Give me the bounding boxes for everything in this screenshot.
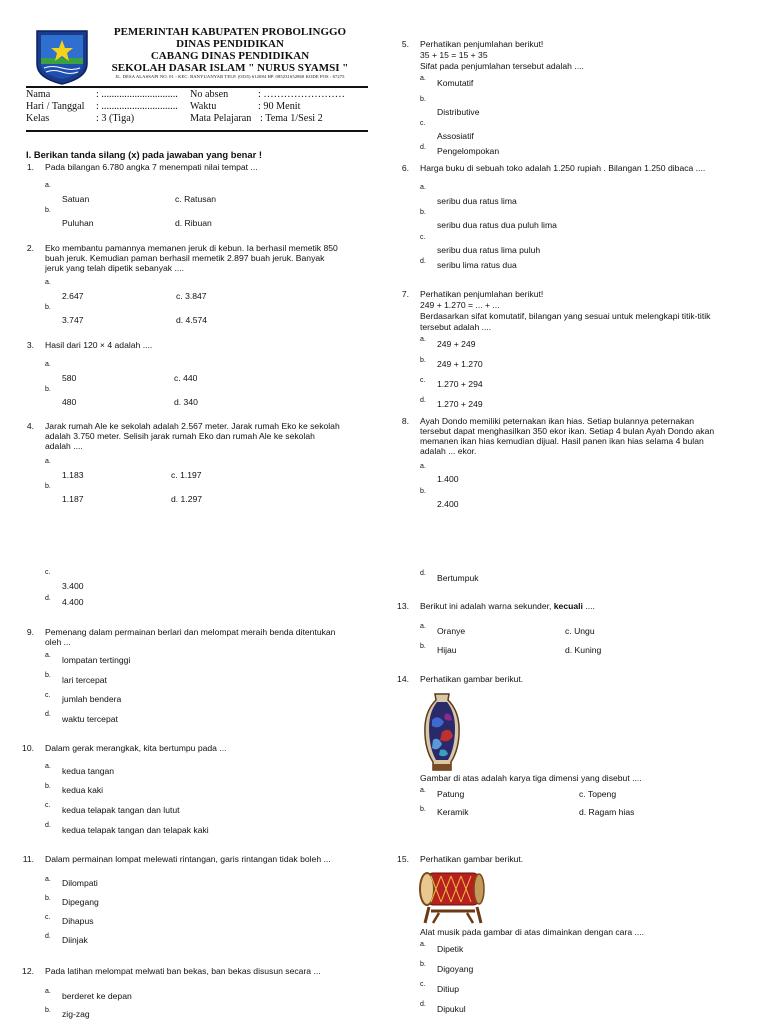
option-c[interactable]: c. 440 xyxy=(174,373,198,383)
question-text-line-1: Pemenang dalam permainan berlari dan melompat meraih benda ditentukan xyxy=(45,627,336,637)
kelas-value: : 3 (Tiga) xyxy=(96,113,135,124)
question-text xyxy=(420,601,595,611)
option-b-letter: b. xyxy=(45,895,51,902)
option-a-letter: a. xyxy=(420,75,426,82)
option-d[interactable]: d. Ragam hias xyxy=(579,807,635,817)
option-b[interactable]: 2.400 xyxy=(437,499,459,509)
header-line-1: PEMERINTAH KABUPATEN PROBOLINGGO xyxy=(113,26,347,38)
option-b[interactable]: Keramik xyxy=(437,807,469,817)
option-a-letter: a. xyxy=(420,463,426,470)
option-d-letter: d. xyxy=(45,933,51,940)
question-13 xyxy=(395,601,755,661)
option-d-letter: d. xyxy=(420,397,426,404)
option-c[interactable]: c. 1.197 xyxy=(171,470,202,480)
question-text-line-3: jeruk yang telah dipetik sebanyak .... xyxy=(45,263,185,273)
question-text-line-2: 249 + 1.270 = ... + ... xyxy=(420,300,500,310)
question-text-line-2: tersebut dapat menghasilkan 350 ekor ikan. Setiap 4 bulan Ayah Dondo akan xyxy=(420,426,715,436)
option-d[interactable]: waktu tercepat xyxy=(62,714,118,724)
question-text-line-1: Perhatikan penjumlahan berikut! xyxy=(420,39,544,49)
section-heading: I. Berikan tanda silang (x) pada jawaban yang benar ! xyxy=(26,149,263,160)
absen-value: : …………………… xyxy=(258,89,345,100)
option-b[interactable]: Dipegang xyxy=(62,897,99,907)
question-11 xyxy=(20,854,370,949)
option-d[interactable]: seribu lima ratus dua xyxy=(437,260,517,270)
option-b[interactable]: lari tercepat xyxy=(62,675,107,685)
option-c[interactable]: jumlah bendera xyxy=(62,694,122,704)
question-text-bold: kecuali xyxy=(553,601,583,611)
option-c-letter: c. xyxy=(420,981,426,988)
question-number: 2. xyxy=(26,243,34,253)
question-number: 3. xyxy=(26,340,34,350)
question-text-line-1: Eko membantu pamannya memanen jeruk di kebun. Ia berhasil memetik 850 xyxy=(45,243,338,253)
header-line-2: DINAS PENDIDIKAN xyxy=(176,38,284,50)
option-c[interactable]: Assosiatif xyxy=(437,131,474,141)
question-8 xyxy=(395,416,755,516)
option-a-letter: a. xyxy=(420,941,426,948)
question-number: 15. xyxy=(397,854,409,864)
info-divider xyxy=(26,130,368,132)
info-block xyxy=(26,89,371,129)
vase-image xyxy=(418,692,466,772)
option-c-letter: c. xyxy=(420,120,426,127)
question-number: 13. xyxy=(397,601,409,611)
option-b-letter: b. xyxy=(45,483,51,490)
question-text: Dalam gerak merangkak, kita bertumpu pada ... xyxy=(45,743,227,753)
question-3 xyxy=(20,340,370,410)
option-b-letter: b. xyxy=(45,672,51,679)
mapel-value: : Tema 1/Sesi 2 xyxy=(260,113,323,124)
question-10 xyxy=(20,743,370,838)
question-text-line-3: adalah .... xyxy=(45,441,83,451)
hari-label: Hari / Tanggal xyxy=(26,101,85,112)
option-c-letter: c. xyxy=(45,914,51,921)
option-a[interactable]: Patung xyxy=(437,789,465,799)
option-a[interactable]: kedua tangan xyxy=(62,766,115,776)
option-d[interactable]: kedua telapak tangan dan telapak kaki xyxy=(62,825,209,835)
question-text: Dalam permainan lompat melewati rintangan, garis rintangan tidak boleh ... xyxy=(45,854,331,864)
question-text-line-1: Jarak rumah Ale ke sekolah adalah 2.567 meter. Jarak rumah Eko ke sekolah xyxy=(45,421,340,431)
option-d-letter: d. xyxy=(45,595,51,602)
option-a[interactable]: 249 + 249 xyxy=(437,339,476,349)
option-b-letter: b. xyxy=(420,357,426,364)
option-a[interactable]: Dilompati xyxy=(62,878,98,888)
option-c[interactable]: Ditiup xyxy=(437,984,459,994)
question-2 xyxy=(20,243,370,328)
question-text-line-3: Sifat pada penjumlahan tersebut adalah .... xyxy=(420,61,584,71)
question-7 xyxy=(395,289,755,411)
option-d[interactable]: 1.270 + 249 xyxy=(437,399,483,409)
question-text-2: Alat musik pada gambar di atas dimainkan dengan cara .... xyxy=(420,927,645,937)
option-b-letter: b. xyxy=(45,783,51,790)
question-text-line-2: buah jeruk. Kemudian paman berhasil memetik 2.897 buah jeruk. Banyak xyxy=(45,253,325,263)
option-a-letter: a. xyxy=(420,336,426,343)
kelas-label: Kelas xyxy=(26,113,50,124)
option-b-letter: b. xyxy=(45,304,51,311)
header-line-4: SEKOLAH DASAR ISLAM " NURUS SYAMSI " xyxy=(111,62,349,74)
option-a[interactable]: 1.183 xyxy=(62,470,84,480)
option-b[interactable]: 249 + 1.270 xyxy=(437,359,483,369)
question-text-line-2: 35 + 15 = 15 + 35 xyxy=(420,50,488,60)
option-c-letter: c. xyxy=(420,234,426,241)
question-text: Harga buku di sebuah toko adalah 1.250 rupiah . Bilangan 1.250 dibaca .... xyxy=(420,163,706,173)
option-d[interactable]: Dipukul xyxy=(437,1004,466,1014)
option-d-letter: d. xyxy=(420,1001,426,1008)
question-text-line-3: memanen ikan hias kemudian dijual. Hasil panen ikan hias selama 4 bulan xyxy=(420,436,704,446)
option-c-letter: c. xyxy=(45,802,51,809)
waktu-value: : 90 Menit xyxy=(258,101,301,112)
question-12 xyxy=(20,966,370,1024)
question-number: 11. xyxy=(22,854,34,864)
option-a[interactable]: Satuan xyxy=(62,194,90,204)
question-text: Pada bilangan 6.780 angka 7 menempati nilai tempat ... xyxy=(45,162,258,172)
question-8-continued xyxy=(395,569,595,589)
question-4-continued xyxy=(20,568,220,608)
option-c[interactable]: 1.270 + 294 xyxy=(437,379,483,389)
option-a-letter: a. xyxy=(45,652,51,659)
option-c-letter: c. xyxy=(420,377,426,384)
question-number: 7. xyxy=(401,289,409,299)
option-a-letter: a. xyxy=(420,184,426,191)
option-c[interactable]: Dihapus xyxy=(62,916,94,926)
option-d[interactable]: d. 340 xyxy=(174,397,198,407)
option-d-letter: d. xyxy=(420,570,426,577)
option-b-letter: b. xyxy=(420,96,426,103)
option-a[interactable]: berderet ke depan xyxy=(62,991,132,1001)
option-d[interactable]: d. 1.297 xyxy=(171,494,203,504)
option-a[interactable]: 1.400 xyxy=(437,474,459,484)
option-b[interactable]: zig-zag xyxy=(62,1009,90,1019)
option-b-letter: b. xyxy=(45,207,51,214)
question-4 xyxy=(20,421,370,511)
option-b-letter: b. xyxy=(45,1007,51,1014)
mapel-label: Mata Pelajaran xyxy=(190,113,252,124)
nama-label: Nama xyxy=(26,89,51,100)
option-b-letter: b. xyxy=(420,961,426,968)
option-a-letter: a. xyxy=(45,361,51,368)
option-d-alt[interactable]: Bertumpuk xyxy=(437,573,479,583)
question-text-line-1: Ayah Dondo memiliki peternakan ikan hias. Setiap bulannya peternakan xyxy=(420,416,695,426)
question-text-line-4: tersebut adalah .... xyxy=(420,322,492,332)
option-a-letter: a. xyxy=(420,623,426,630)
option-b[interactable]: 1.187 xyxy=(62,494,84,504)
question-text: Pada latihan melompat melwati ban bekas, ban bekas disusun secara ... xyxy=(45,966,321,976)
option-b[interactable]: Puluhan xyxy=(62,218,94,228)
option-a-letter: a. xyxy=(45,988,51,995)
question-number: 4. xyxy=(26,421,34,431)
option-c[interactable]: c. Ungu xyxy=(565,626,595,636)
absen-label: No absen xyxy=(190,89,229,100)
option-c-letter: c. xyxy=(45,692,51,699)
option-c[interactable]: c. 3.847 xyxy=(176,291,207,301)
option-a-letter: a. xyxy=(420,787,426,794)
option-d-letter: d. xyxy=(45,711,51,718)
question-number: 10. xyxy=(22,743,34,753)
question-text-2: Gambar di atas adalah karya tiga dimensi yang disebut .... xyxy=(420,773,642,783)
option-a[interactable]: 2.647 xyxy=(62,291,84,301)
option-a[interactable]: 580 xyxy=(62,373,77,383)
header-address: JL. DESA ALASSAPI NO. 01 - KEC. BANYUANYAR TELP. (0335) 612084 HP. 085231652860 KODE POS : 67275 xyxy=(115,74,345,79)
option-b[interactable]: seribu dua ratus dua puluh lima xyxy=(437,220,557,230)
question-14 xyxy=(395,674,755,824)
option-a-letter: a. xyxy=(45,763,51,770)
option-b[interactable]: Hijau xyxy=(437,645,457,655)
question-text-tail: .... xyxy=(582,601,595,611)
drum-image xyxy=(417,867,489,925)
option-d-letter: d. xyxy=(420,258,426,265)
question-text-line-2: adalah 3.750 meter. Selisih jarak rumah Eko dan rumah Ale ke sekolah xyxy=(45,431,315,441)
option-d-alt[interactable]: 4.400 xyxy=(62,597,84,607)
question-number: 8. xyxy=(401,416,409,426)
question-number: 14. xyxy=(397,674,409,684)
option-a[interactable]: lompatan tertinggi xyxy=(62,655,131,665)
question-15 xyxy=(395,854,755,1019)
option-b-letter: b. xyxy=(45,386,51,393)
option-b[interactable]: 480 xyxy=(62,397,77,407)
question-text: Hasil dari 120 × 4 adalah .... xyxy=(45,340,153,350)
school-logo xyxy=(34,28,90,86)
option-b[interactable]: 3.747 xyxy=(62,315,84,325)
hari-value: : .............................. xyxy=(96,101,178,112)
option-d[interactable]: d. Ribuan xyxy=(175,218,212,228)
option-a[interactable]: seribu dua ratus lima xyxy=(437,196,517,206)
option-d[interactable]: Pengelompokan xyxy=(437,146,500,156)
question-text: Perhatikan gambar berikut. xyxy=(420,674,524,684)
waktu-label: Waktu xyxy=(190,101,217,112)
option-a-letter: a. xyxy=(45,458,51,465)
option-b[interactable]: Distributive xyxy=(437,107,480,117)
option-d-letter: d. xyxy=(45,822,51,829)
question-text-line-4: adalah ... ekor. xyxy=(420,446,477,456)
option-b[interactable]: Digoyang xyxy=(437,964,474,974)
option-a[interactable]: Komutatif xyxy=(437,78,474,88)
question-number: 12. xyxy=(22,966,34,976)
option-b-letter: b. xyxy=(420,806,426,813)
option-c[interactable]: kedua telapak tangan dan lutut xyxy=(62,805,180,815)
question-text: Perhatikan gambar berikut. xyxy=(420,854,524,864)
question-number: 6. xyxy=(401,163,409,173)
question-text-line-3: Berdasarkan sifat komutatif, bilangan yang sesuai untuk melengkapi titik-titik xyxy=(420,311,711,321)
option-b[interactable]: kedua kaki xyxy=(62,785,104,795)
question-1 xyxy=(20,162,370,232)
question-9 xyxy=(20,627,370,727)
question-number: 5. xyxy=(401,39,409,49)
option-d-letter: d. xyxy=(420,144,426,151)
question-6 xyxy=(395,163,755,275)
option-c-letter: c. xyxy=(45,569,51,576)
option-a[interactable]: Dipetik xyxy=(437,944,464,954)
question-text-main: Berikut ini adalah warna sekunder, xyxy=(420,601,554,611)
question-5 xyxy=(395,39,755,159)
option-d[interactable]: d. Kuning xyxy=(565,645,602,655)
header-line-3: CABANG DINAS PENDIDIKAN xyxy=(150,50,310,62)
option-b-letter: b. xyxy=(420,209,426,216)
option-d[interactable]: d. 4.574 xyxy=(176,315,208,325)
option-c-alt[interactable]: 3.400 xyxy=(62,581,84,591)
option-a[interactable]: Oranye xyxy=(437,626,466,636)
question-text-line-2: oleh ... xyxy=(45,637,71,647)
option-c[interactable]: seribu dua ratus lima puluh xyxy=(437,245,541,255)
nama-value: : .............................. xyxy=(96,89,178,100)
option-a-letter: a. xyxy=(45,876,51,883)
option-c[interactable]: c. Ratusan xyxy=(175,194,217,204)
option-b-letter: b. xyxy=(420,643,426,650)
option-d[interactable]: Diinjak xyxy=(62,935,88,945)
question-text-line-1: Perhatikan penjumlahan berikut! xyxy=(420,289,544,299)
option-c[interactable]: c. Topeng xyxy=(579,789,617,799)
question-number: 9. xyxy=(26,627,34,637)
option-b-letter: b. xyxy=(420,488,426,495)
option-a-letter: a. xyxy=(45,182,51,189)
header-divider xyxy=(26,86,368,88)
option-a-letter: a. xyxy=(45,279,51,286)
question-number: 1. xyxy=(26,162,34,172)
